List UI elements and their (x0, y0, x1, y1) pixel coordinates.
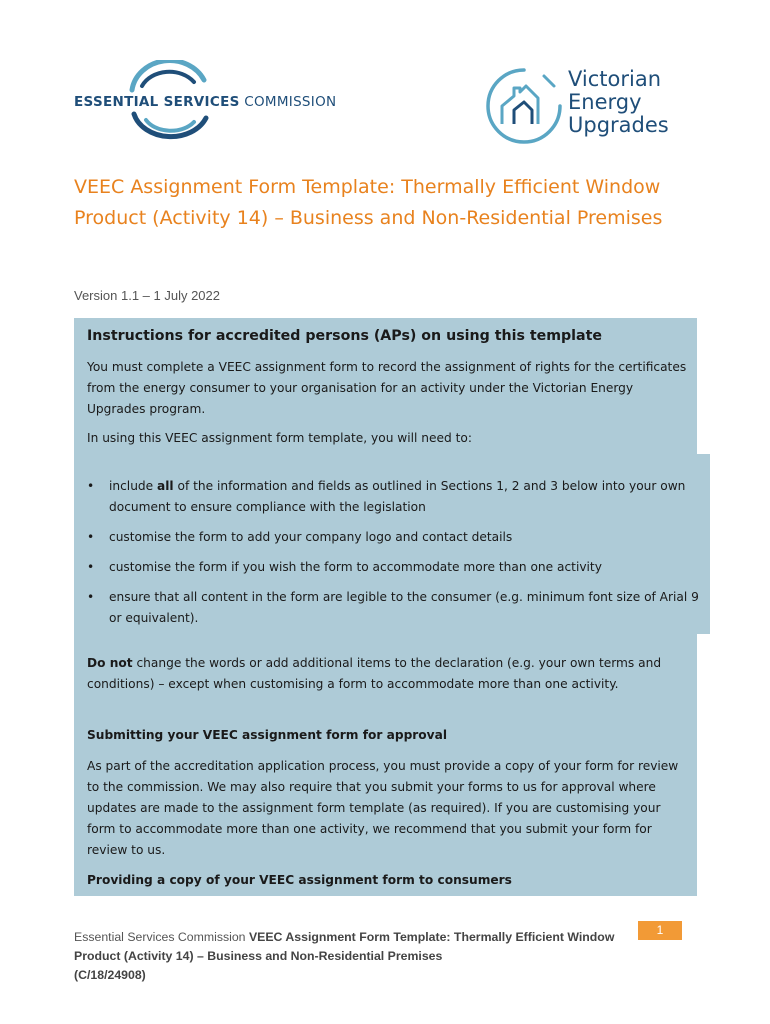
veu-wordmark: Victorian Energy Upgrades (568, 67, 669, 137)
document-title: VEEC Assignment Form Template: Thermally Efficient Window Product (Activity 14) – Business and Non-Residential Premises (74, 176, 663, 229)
instructions-box (74, 318, 697, 896)
subheading-submitting: Submitting your VEEC assignment form for approval (87, 728, 448, 742)
house-circle-icon (484, 66, 564, 146)
esc-wordmark: ESSENTIAL SERVICES COMMISSION (74, 94, 337, 110)
instructions-heading: Instructions for accredited persons (APs) on using this template (87, 328, 603, 344)
list-item: • customise the form if you wish the form to accommodate more than one activity (87, 560, 602, 574)
veu-logo (484, 64, 704, 150)
list-item: • include all of the information and fields as outlined in Sections 1, 2 and 3 below into your own document to ensure compliance with the legislation (87, 479, 686, 514)
esc-logo (72, 60, 362, 142)
instructions-paragraph-4: As part of the accreditation application process, you must provide a copy of your form for review to the commission. We may also require that you submit your forms to us for approval where updates are made to the assignment form template (as required). If you are customising your form to accommodate more than one activity, we recommend that you submit your form for review to us. (87, 759, 679, 857)
page-number-badge: 1 (638, 921, 682, 940)
instructions-paragraph-3: Do not change the words or add additional items to the declaration (e.g. your own terms and conditions) – except when customising a form to accommodate more than one activity. (87, 656, 662, 691)
subheading-providing: Providing a copy of your VEEC assignment form to consumers (87, 873, 512, 887)
instructions-paragraph-1: You must complete a VEEC assignment form to record the assignment of rights for the certificates from the energy consumer to your organisation for an activity under the Victorian Energy Upgrades program. (87, 360, 687, 416)
list-item: • customise the form to add your company logo and contact details (87, 530, 513, 544)
page-footer: Essential Services Commission VEEC Assignment Form Template: Thermally Efficient Window Product (Activity 14) – Business and Non-Residential Premises (C/18/24908) (74, 930, 615, 982)
version-text: Version 1.1 – 1 July 2022 (74, 288, 220, 303)
instructions-paragraph-2: In using this VEEC assignment form template, you will need to: (87, 431, 472, 445)
requirements-list (87, 476, 699, 638)
list-item: • ensure that all content in the form are legible to the consumer (e.g. minimum font size of Arial 9 or equivalent). (87, 590, 699, 625)
